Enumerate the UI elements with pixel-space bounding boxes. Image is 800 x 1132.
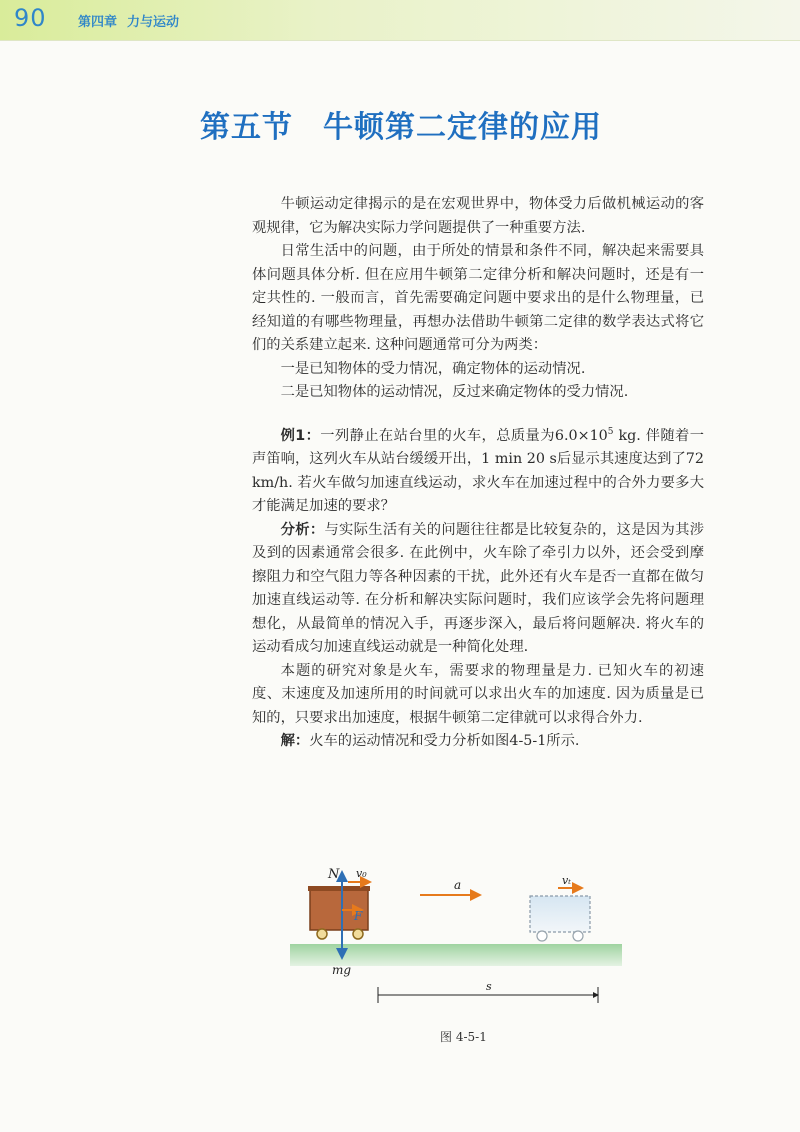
train-car-roof bbox=[308, 886, 370, 891]
label-gravity: mg bbox=[332, 963, 352, 977]
label-traction-force: F bbox=[354, 909, 363, 923]
main-text bbox=[252, 193, 704, 754]
label-initial-velocity: v₀ bbox=[356, 867, 367, 880]
train-wheel-right bbox=[353, 929, 363, 939]
section-title bbox=[200, 102, 602, 146]
section-number: 第五节 bbox=[200, 110, 293, 145]
page-header bbox=[0, 0, 800, 41]
chapter-title: 力与运动 bbox=[127, 15, 180, 30]
analysis-label: 分析： bbox=[280, 521, 325, 538]
analysis-paragraph bbox=[252, 519, 704, 660]
intro-paragraph-1: 牛顿运动定律揭示的是在宏观世界中，物体受力后做机械运动的客观规律，它为解决实际力学问题提供了一种重要方法. bbox=[252, 196, 704, 236]
example-text-a: 一列静止在站台里的火车，总质量为6.0×10 bbox=[320, 427, 608, 444]
label-final-velocity: vₜ bbox=[562, 874, 571, 887]
chapter-number: 第四章 bbox=[78, 15, 118, 30]
figure-caption: 图 4-5-1 bbox=[440, 1030, 487, 1044]
intro-case-1: 一是已知物体的受力情况，确定物体的运动情况. bbox=[280, 360, 586, 377]
final-wheel-left bbox=[537, 931, 547, 941]
analysis-paragraph-2: 本题的研究对象是火车，需要求的物理量是力. 已知火车的初速度、末速度及加速所用的时间就可以求出火车的加速度. 因为质量是已知的，只要求出加速度，根据牛顿第二定律就可以求得合外力. bbox=[252, 662, 704, 726]
solution-paragraph bbox=[252, 730, 704, 754]
train-wheel-left bbox=[317, 929, 327, 939]
example-paragraph bbox=[252, 425, 704, 519]
example-exponent: 5 bbox=[607, 426, 614, 437]
analysis-text: 与实际生活有关的问题往往都是比较复杂的，这是因为其涉及到的因素通常会很多. 在此例中，火车除了牵引力以外，还会受到摩擦阻力和空气阻力等各种因素的干扰，此外还有火车是否一直都在做匀加速直线运动等. 在分析和解决实际问题时，我们应该学会先将问题理想化，从最简单的情况入手，再逐步深入，最后将问题解决. 将火车的运动看成匀加速直线运动就是一种简化处理. bbox=[252, 521, 705, 655]
solution-label: 解： bbox=[280, 733, 310, 749]
example-text-b: kg. 伴随着一声笛响，这列火车从站台缓缓开出，1 min 20 s后显示其速度达到了72 km/h. 若火车做匀加速直线运动，求火车在加速过程中的合外力要多大才能满足加速的要求？ bbox=[252, 427, 705, 514]
train-force-diagram bbox=[280, 862, 640, 1012]
label-normal-force: N bbox=[328, 867, 340, 882]
chapter-heading bbox=[78, 11, 179, 30]
intro-case-2: 二是已知物体的运动情况，反过来确定物体的受力情况. bbox=[280, 384, 629, 400]
label-displacement: s bbox=[486, 980, 492, 993]
intro-paragraph-2: 日常生活中的问题，由于所处的情景和条件不同，解决起来需要具体问题具体分析. 但在应用牛顿第二定律分析和解决问题时，还是有一定共性的. 一般而言，首先需要确定问题中要求出的是什么物理量，已经知道的有哪些物理量，再想办法借助牛顿第二定律的数学表达式将它们的关系建立起来. 这种问题通常可分为两类： bbox=[252, 243, 704, 353]
section-name: 牛顿第二定律的应用 bbox=[323, 110, 602, 145]
train-car-final bbox=[530, 896, 590, 932]
final-wheel-right bbox=[573, 931, 583, 941]
example-label: 例1： bbox=[280, 427, 321, 444]
label-acceleration: a bbox=[454, 878, 462, 892]
solution-text: 火车的运动情况和受力分析如图4-5-1所示. bbox=[309, 733, 580, 749]
page-number: 90 bbox=[14, 4, 47, 32]
